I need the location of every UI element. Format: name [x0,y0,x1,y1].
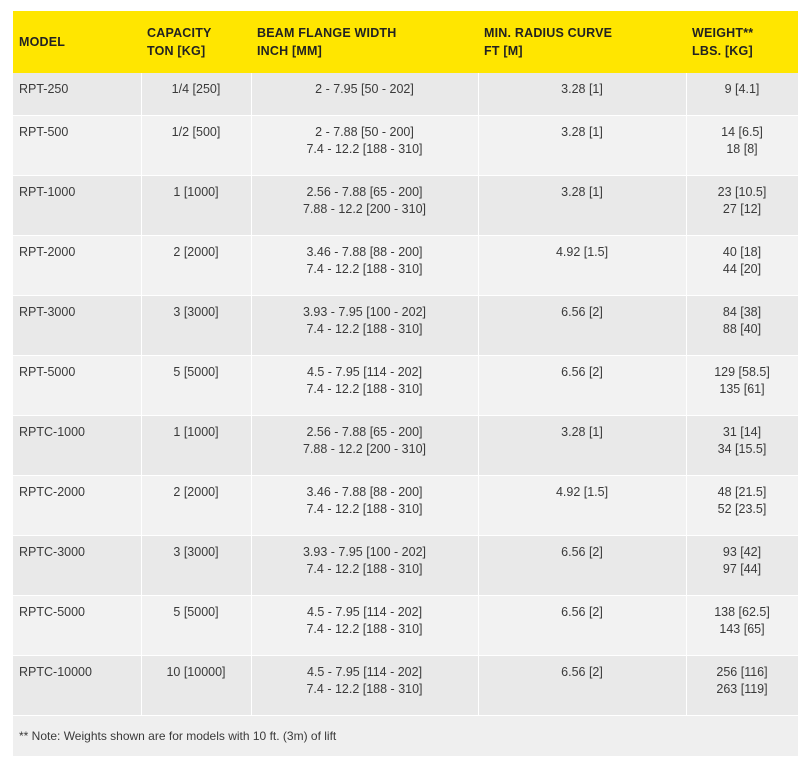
cell-beam-flange-width-line: 7.4 - 12.2 [188 - 310] [306,262,423,276]
cell-weight-line: 263 [119] [716,682,768,696]
table-row [13,73,798,115]
cell-beam-flange-width-line: 7.4 - 12.2 [188 - 310] [306,142,423,156]
cell-weight [686,415,798,475]
cell-min-radius-curve: 6.56 [2] [478,595,686,655]
cell-model: RPT-250 [13,73,141,115]
cell-weight-line: 18 [8] [726,142,758,156]
cell-beam-flange-width [251,415,478,475]
cell-capacity: 2 [2000] [141,235,251,295]
cell-model: RPT-3000 [13,295,141,355]
cell-min-radius-curve: 4.92 [1.5] [478,475,686,535]
cell-weight [686,355,798,415]
table-row [13,355,798,415]
cell-model: RPTC-3000 [13,535,141,595]
table-row [13,535,798,595]
cell-min-radius-curve: 6.56 [2] [478,655,686,715]
cell-model: RPT-2000 [13,235,141,295]
header-model-line: MODEL [19,35,66,49]
cell-beam-flange-width-line: 7.4 - 12.2 [188 - 310] [306,562,423,576]
table-row [13,415,798,475]
cell-weight-line: 88 [40] [722,322,762,336]
cell-weight-line: 44 [20] [722,262,762,276]
cell-beam-flange-width-line: 3.46 - 7.88 [88 - 200] [306,244,423,259]
header-weight-line: LBS. [KG] [692,44,753,58]
cell-weight-line: 84 [38] [722,304,762,319]
table-row [13,655,798,715]
cell-weight-line: 52 [23.5] [717,502,767,516]
header-min-radius-curve-line: MIN. RADIUS CURVE [484,26,613,40]
cell-weight-line: 31 [14] [722,424,762,439]
cell-beam-flange-width [251,235,478,295]
header-row [13,11,798,73]
header-model [13,11,141,73]
cell-weight-line: 40 [18] [722,244,762,259]
table-row [13,595,798,655]
cell-model: RPTC-10000 [13,655,141,715]
header-beam-flange-width [251,11,478,73]
cell-weight [686,655,798,715]
cell-beam-flange-width-line: 7.4 - 12.2 [188 - 310] [306,322,423,336]
cell-weight-line: 135 [61] [719,382,765,396]
header-capacity-line: CAPACITY [147,26,212,40]
cell-capacity: 5 [5000] [141,355,251,415]
cell-capacity: 1/2 [500] [141,115,251,175]
cell-weight-line: 34 [15.5] [717,442,767,456]
cell-model: RPTC-1000 [13,415,141,475]
cell-weight [686,475,798,535]
cell-beam-flange-width-line: 4.5 - 7.95 [114 - 202] [306,604,423,619]
table-row [13,475,798,535]
header-min-radius-curve-line: FT [M] [484,44,523,58]
cell-beam-flange-width-line: 7.88 - 12.2 [200 - 310] [302,202,426,216]
cell-min-radius-curve: 6.56 [2] [478,295,686,355]
header-weight-line: WEIGHT** [692,26,754,40]
cell-min-radius-curve: 3.28 [1] [478,415,686,475]
cell-capacity: 5 [5000] [141,595,251,655]
spec-table [13,11,799,716]
cell-beam-flange-width-line: 3.46 - 7.88 [88 - 200] [306,484,423,499]
table-row [13,235,798,295]
table-body [13,73,798,715]
cell-weight [686,115,798,175]
table-row [13,295,798,355]
cell-weight-line: 14 [6.5] [721,124,763,139]
cell-weight [686,595,798,655]
cell-weight [686,73,798,115]
cell-min-radius-curve: 3.28 [1] [478,175,686,235]
cell-beam-flange-width-line: 7.4 - 12.2 [188 - 310] [306,622,423,636]
table-header [13,11,798,73]
header-min-radius-curve [478,11,686,73]
cell-beam-flange-width-line: 3.93 - 7.95 [100 - 202] [302,304,426,319]
cell-beam-flange-width [251,475,478,535]
cell-beam-flange-width [251,115,478,175]
cell-beam-flange-width [251,655,478,715]
cell-weight [686,175,798,235]
cell-beam-flange-width-line: 2.56 - 7.88 [65 - 200] [306,184,423,199]
cell-min-radius-curve: 3.28 [1] [478,115,686,175]
cell-weight-line: 256 [116] [716,664,768,679]
cell-model: RPT-1000 [13,175,141,235]
cell-min-radius-curve: 3.28 [1] [478,73,686,115]
cell-beam-flange-width [251,535,478,595]
cell-capacity: 3 [3000] [141,535,251,595]
cell-model: RPT-500 [13,115,141,175]
cell-capacity: 1 [1000] [141,415,251,475]
header-capacity [141,11,251,73]
header-beam-flange-width-line: BEAM FLANGE WIDTH [257,26,397,40]
cell-weight [686,535,798,595]
cell-capacity: 1/4 [250] [141,73,251,115]
cell-beam-flange-width-line: 7.4 - 12.2 [188 - 310] [306,502,423,516]
cell-beam-flange-width-line: 3.93 - 7.95 [100 - 202] [302,544,426,559]
cell-weight [686,235,798,295]
cell-beam-flange-width-line: 4.5 - 7.95 [114 - 202] [306,364,423,379]
cell-model: RPT-5000 [13,355,141,415]
cell-weight-line: 93 [42] [722,544,762,559]
table-row [13,175,798,235]
cell-weight-line: 23 [10.5] [717,184,767,199]
cell-weight [686,295,798,355]
cell-min-radius-curve: 4.92 [1.5] [478,235,686,295]
table-row [13,115,798,175]
cell-beam-flange-width-line: 7.4 - 12.2 [188 - 310] [306,382,423,396]
cell-weight-line: 27 [12] [722,202,762,216]
cell-capacity: 1 [1000] [141,175,251,235]
header-capacity-line: TON [KG] [147,44,206,58]
cell-beam-flange-width [251,73,478,115]
header-beam-flange-width-line: INCH [MM] [257,44,322,58]
cell-beam-flange-width-line: 2.56 - 7.88 [65 - 200] [306,424,423,439]
cell-beam-flange-width-line: 4.5 - 7.95 [114 - 202] [306,664,423,679]
cell-beam-flange-width-line: 2 - 7.88 [50 - 200] [315,124,414,139]
cell-weight-line: 48 [21.5] [717,484,767,499]
header-weight [686,11,798,73]
cell-weight-line: 129 [58.5] [714,364,770,379]
cell-beam-flange-width-line: 7.4 - 12.2 [188 - 310] [306,682,423,696]
cell-min-radius-curve: 6.56 [2] [478,535,686,595]
cell-beam-flange-width [251,595,478,655]
cell-model: RPTC-2000 [13,475,141,535]
cell-beam-flange-width [251,175,478,235]
footnote: ** Note: Weights shown are for models with 10 ft. (3m) of lift [13,716,798,756]
cell-capacity: 2 [2000] [141,475,251,535]
spec-table-container [13,11,798,756]
cell-weight-line: 97 [44] [722,562,762,576]
cell-beam-flange-width [251,355,478,415]
cell-capacity: 10 [10000] [141,655,251,715]
cell-beam-flange-width-line: 2 - 7.95 [50 - 202] [315,82,414,96]
cell-weight-line: 9 [4.1] [724,82,760,96]
cell-min-radius-curve: 6.56 [2] [478,355,686,415]
cell-beam-flange-width-line: 7.88 - 12.2 [200 - 310] [302,442,426,456]
cell-beam-flange-width [251,295,478,355]
cell-model: RPTC-5000 [13,595,141,655]
cell-capacity: 3 [3000] [141,295,251,355]
cell-weight-line: 138 [62.5] [714,604,770,619]
cell-weight-line: 143 [65] [719,622,765,636]
